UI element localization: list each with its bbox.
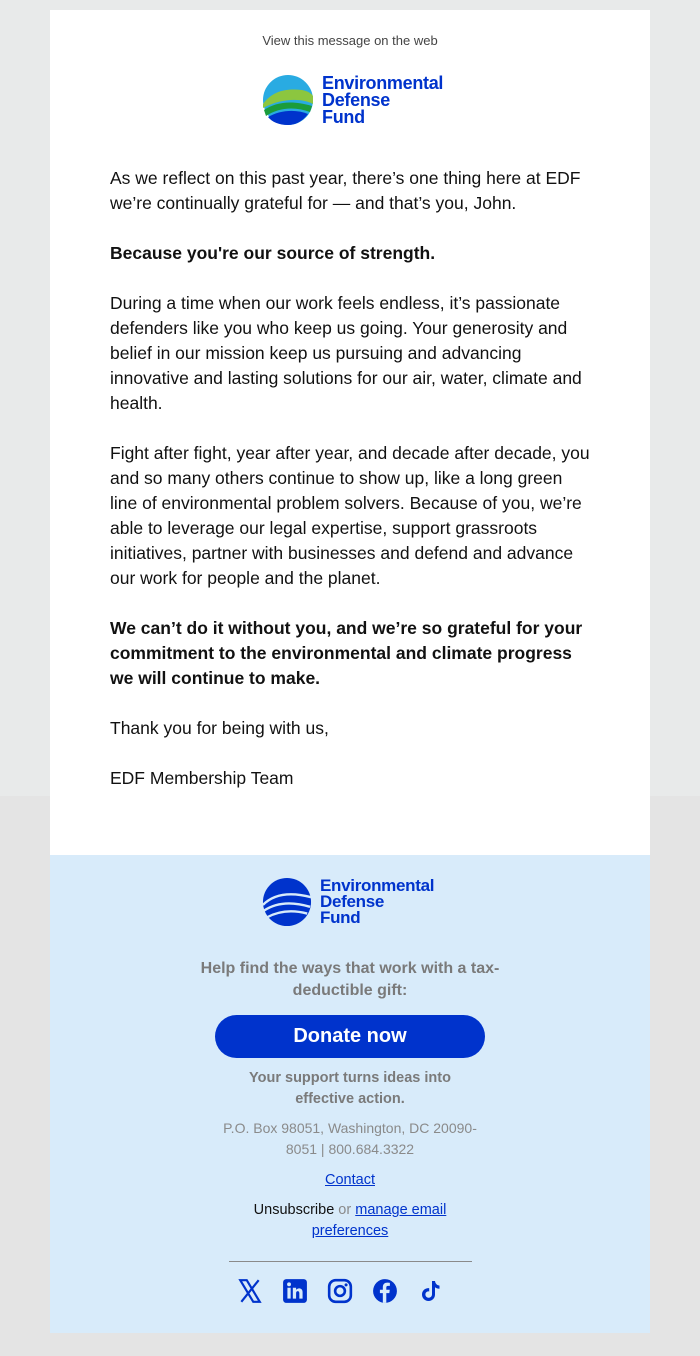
facebook-icon[interactable] [371,1277,399,1305]
x-icon[interactable] [236,1277,264,1305]
tiktok-icon[interactable] [416,1277,444,1305]
footer-logo-line-3: Fund [320,908,361,927]
unsubscribe-link[interactable]: Unsubscribe [253,1202,335,1218]
footer-logo-mark-icon [262,877,312,927]
email-body-card [50,10,650,855]
logo-line-2: Defense [322,89,390,110]
paragraph-intro: As we reflect on this past year, there’s one thing here at EDF we’re continually grateful for — and that’s you, John. [110,168,581,213]
footer-logo-line-1: Environmental [320,876,435,895]
message-body [110,166,590,816]
footer-edf-logo[interactable] [262,877,434,927]
paragraph-strength: Because you're our source of strength. [110,243,436,263]
paragraph-fight: Fight after fight, year after year, and decade after decade, you and so many others continue to show up, like a long green line of environmental problem solvers. Because of you, we’re able to leverage our legal expertise, support grassroots initiatives, partner with businesses and defend and advance our work for people and the planet. [110,443,590,588]
contact-link[interactable]: Contact [325,1172,375,1188]
logo-line-3: Fund [322,106,365,127]
view-on-web-link[interactable]: View this message on the web [262,33,438,48]
unsubscribe-row [220,1200,480,1242]
paragraph-grateful: We can’t do it without you, and we’re so grateful for your commitment to the environmental and climate progress we will continue to make. [110,618,583,688]
paragraph-thanks: Thank you for being with us, [110,718,329,738]
donate-headline: Help find the ways that work with a tax-deductible gift: [200,960,500,999]
footer-logo-text [320,878,434,926]
support-text: Your support turns ideas into effective action. [249,1070,451,1107]
edf-logo-mark-icon [262,74,314,126]
manage-preferences-link[interactable]: manage email preferences [311,1202,447,1239]
paragraph-defenders: During a time when our work feels endless, it’s passionate defenders like you who keep us going. Your generosity and belief in our mission keep us pursuing and advancing innovative and lasting solutions for our air, water, climate and health. [110,293,582,413]
linkedin-icon[interactable] [281,1277,309,1305]
contact-row [50,1170,650,1190]
footer-divider [229,1261,472,1262]
social-links [236,1277,444,1305]
signature: EDF Membership Team [110,768,294,788]
or-text: or [338,1202,352,1218]
instagram-icon[interactable] [326,1277,354,1305]
footer-logo-line-2: Defense [320,892,385,911]
edf-logo-text [322,72,444,127]
donate-now-button[interactable]: Donate now [215,1015,485,1058]
logo-line-1: Environmental [322,72,444,93]
edf-logo[interactable] [262,74,443,126]
mailing-address: P.O. Box 98051, Washington, DC 20090-8051 | 800.684.3322 [223,1120,477,1157]
email-footer [50,855,650,1333]
